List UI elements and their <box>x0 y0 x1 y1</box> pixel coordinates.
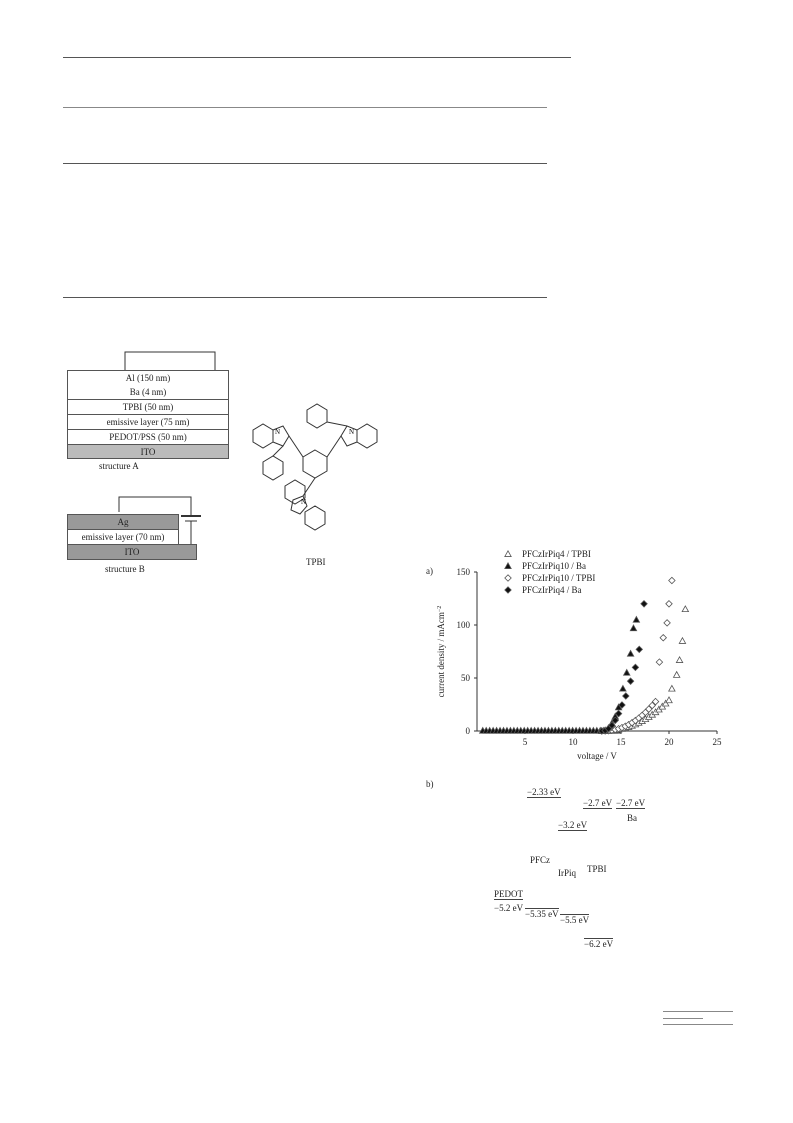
layer-al: Al (150 nm) <box>67 370 229 386</box>
caption-tpbi: TPBI <box>306 557 326 567</box>
level-pedot-homo: −5.2 eV <box>494 903 524 913</box>
panel-b-label: b) <box>426 779 434 789</box>
level-irpiq-lumo2: −3.2 eV <box>558 820 588 830</box>
rising-point <box>666 697 672 703</box>
data-point <box>679 638 685 644</box>
legend-marker <box>505 587 511 593</box>
jv-chart <box>430 545 750 761</box>
data-point <box>641 601 647 607</box>
x-tick-label: 25 <box>712 737 722 747</box>
layer-pedot: PEDOT/PSS (50 nm) <box>67 430 229 445</box>
label-pfcz: PFCz <box>530 855 551 865</box>
layer-emissive-b: emissive layer (70 nm) <box>67 530 179 545</box>
y-axis-label: current density / mAcm$^{-2}$ <box>436 605 446 698</box>
x-tick-label: 10 <box>568 737 578 747</box>
data-point <box>669 577 675 583</box>
level-irpiq-homo: −5.5 eV <box>560 915 590 925</box>
legend-label: PFCzIrPiq4 / TPBI <box>522 549 591 559</box>
layer-ba: Ba (4 nm) <box>67 385 229 400</box>
table-rule-3 <box>63 297 547 298</box>
legend-label: PFCzIrPiq10 / Ba <box>522 561 587 571</box>
y-tick-label: 100 <box>456 620 470 630</box>
y-tick-label: 150 <box>456 567 470 577</box>
table-rule-2 <box>63 163 547 164</box>
data-point <box>656 659 662 665</box>
legend-marker <box>505 575 511 581</box>
data-point <box>664 620 670 626</box>
data-point <box>636 646 642 652</box>
level-pfcz-homo: −5.35 eV <box>525 909 559 919</box>
svg-text:N: N <box>301 498 307 506</box>
data-point <box>630 625 636 631</box>
footer-rule-3 <box>663 1024 733 1025</box>
data-point <box>620 685 626 691</box>
panel-a-label: a) <box>426 566 433 576</box>
level-pfcz-lumo: −2.33 eV <box>527 787 561 797</box>
label-ba: Ba <box>627 813 637 823</box>
top-rule <box>63 57 571 58</box>
tpbi-molecule <box>245 400 385 550</box>
footer-rule-2 <box>663 1018 703 1019</box>
table-rule-1 <box>63 107 547 108</box>
data-point <box>627 650 633 656</box>
x-tick-label: 5 <box>522 737 528 747</box>
x-tick-label: 20 <box>664 737 674 747</box>
label-irpiq: IrPiq <box>558 868 576 878</box>
data-point <box>627 678 633 684</box>
level-irpiq-lumo: −2.7 eV <box>583 798 613 808</box>
data-point <box>633 617 639 623</box>
device-structure-a <box>67 350 237 480</box>
layer-emissive: emissive layer (75 nm) <box>67 415 229 430</box>
device-structure-b <box>67 495 237 585</box>
legend-marker <box>505 563 511 569</box>
data-point <box>623 693 629 699</box>
level-tpbi-homo: −6.2 eV <box>584 939 614 949</box>
energy-diagram <box>490 780 670 960</box>
label-tpbi: TPBI <box>587 864 607 874</box>
legend-label: PFCzIrPiq10 / TPBI <box>522 573 596 583</box>
data-point <box>682 606 688 612</box>
data-point <box>666 601 672 607</box>
data-point <box>676 657 682 663</box>
data-point <box>632 664 638 670</box>
data-point <box>669 685 675 691</box>
y-axis-label-sup: −2 <box>437 605 443 613</box>
layer-ag: Ag <box>67 514 179 530</box>
data-point <box>660 635 666 641</box>
caption-structure-a: structure A <box>99 461 139 471</box>
level-tpbi-lumo: −2.7 eV <box>616 798 646 808</box>
layer-tpbi: TPBI (50 nm) <box>67 400 229 415</box>
x-axis-label: voltage / V <box>577 751 617 761</box>
y-tick-label: 50 <box>461 673 470 683</box>
caption-structure-b: structure B <box>105 564 145 574</box>
substrate-ito-a: ITO <box>67 444 229 459</box>
svg-text:N: N <box>349 428 355 436</box>
substrate-ito-b: ITO <box>67 544 197 560</box>
svg-text:N: N <box>275 428 281 436</box>
y-tick-label: 0 <box>465 726 470 736</box>
data-point <box>624 670 630 676</box>
x-tick-label: 15 <box>616 737 626 747</box>
legend-marker <box>505 551 511 557</box>
legend-label: PFCzIrPiq4 / Ba <box>522 585 582 595</box>
footer-rule-1 <box>663 1011 733 1012</box>
label-pedot: PEDOT <box>494 889 523 899</box>
data-point <box>673 672 679 678</box>
